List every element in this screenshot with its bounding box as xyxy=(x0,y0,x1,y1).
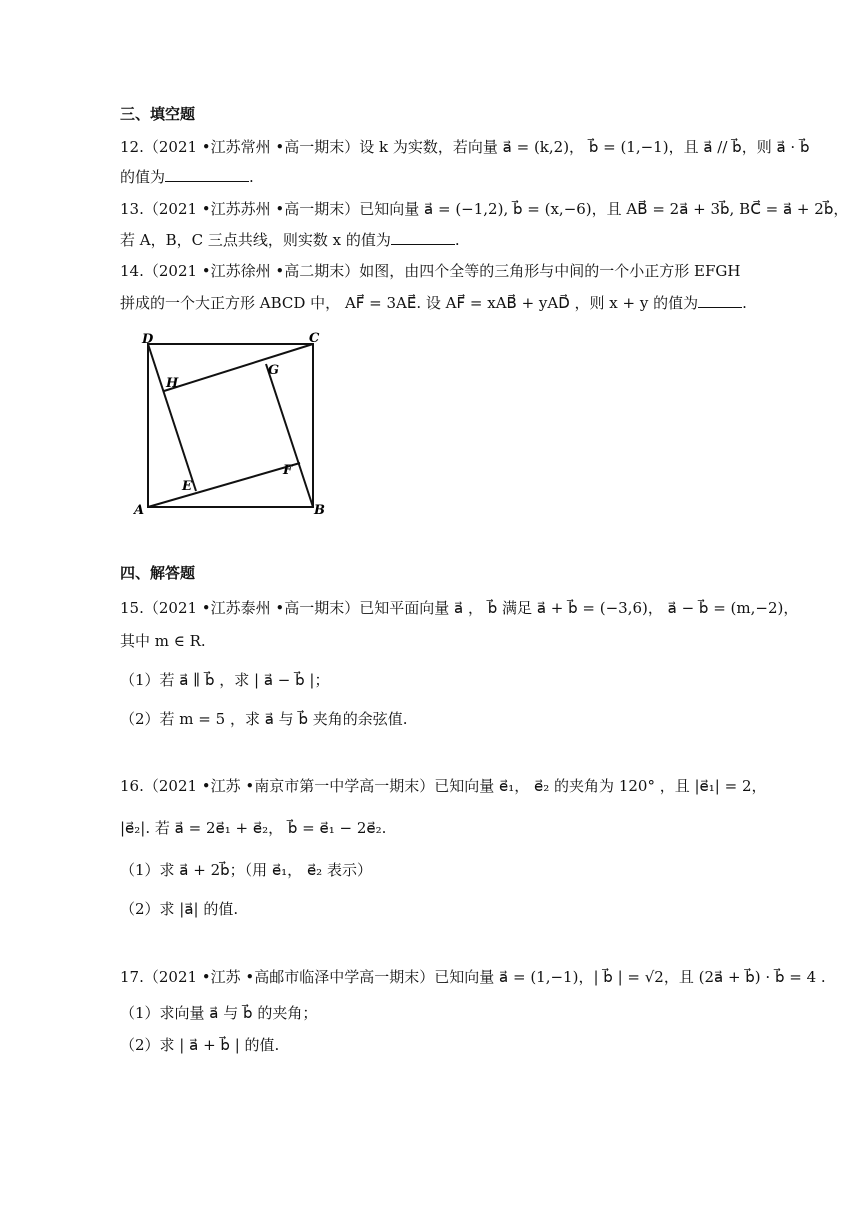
question-16-line-1: 16.（2021 •江苏 •南京市第一中学高一期末）已知向量 e⃗₁， e⃗₂ 的夹角为 120° ，且 |e⃗₁| = 2， xyxy=(120,777,767,795)
label-c: C xyxy=(309,331,320,346)
question-13-period: . xyxy=(454,231,460,249)
label-b: B xyxy=(314,503,325,518)
question-17-line-1: 17.（2021 •江苏 •高邮市临泽中学高一期末）已知向量 a⃗ = (1,−1)，| b⃗ | = √2，且 (2a⃗ + b⃗) · b⃗ = 4 . xyxy=(120,968,826,986)
question-12-period: . xyxy=(249,168,254,186)
answer-blank-13[interactable] xyxy=(391,230,455,245)
question-12-line-1: 12.（2021 •江苏常州 •高一期末）设 k 为实数，若向量 a⃗ = (k,2)， b⃗ = (1,−1)，且 a⃗ // b⃗，则 a⃗ · b⃗ xyxy=(120,138,810,156)
label-d: D xyxy=(142,332,154,347)
question-14-prompt: 拼成的一个大正方形 ABCD 中， AF⃗ = 3AE⃗. 设 AF⃗ = xAB⃗ + yAD⃗ ，则 x + y 的值为 xyxy=(120,294,699,312)
label-e: E xyxy=(182,479,192,494)
label-a: A xyxy=(134,503,145,518)
answer-blank-12[interactable] xyxy=(165,167,249,182)
segment-af xyxy=(148,463,300,507)
section-heading-solve: 四、解答题 xyxy=(120,564,196,582)
question-15-line-2: 其中 m ∈ R. xyxy=(120,632,206,650)
segment-de xyxy=(148,344,196,491)
question-14-line-1: 14.（2021 •江苏徐州 •高二期末）如图，由四个全等的三角形与中间的一个小正方形 EFGH xyxy=(120,262,741,280)
question-14-period: . xyxy=(742,294,747,312)
question-14-line-2 xyxy=(120,292,747,314)
question-15-part-2: （2）若 m = 5 ，求 a⃗ 与 b⃗ 夹角的余弦值. xyxy=(120,710,408,728)
question-12-line-2 xyxy=(120,166,254,188)
question-16-part-1: （1）求 a⃗ + 2b⃗；（用 e⃗₁， e⃗₂ 表示） xyxy=(120,861,372,879)
question-15-part-1: （1）若 a⃗ ∥ b⃗ ，求 | a⃗ − b⃗ |； xyxy=(120,671,330,689)
answer-blank-14[interactable] xyxy=(698,293,742,308)
question-17-part-2: （2）求 | a⃗ + b⃗ | 的值. xyxy=(120,1036,280,1054)
segment-bg xyxy=(266,364,313,507)
question-16-line-2: |e⃗₂|. 若 a⃗ = 2e⃗₁ + e⃗₂， b⃗ = e⃗₁ − 2e⃗₂. xyxy=(120,819,387,837)
segment-ch xyxy=(164,344,313,391)
question-15-line-1: 15.（2021 •江苏泰州 •高一期末）已知平面向量 a⃗ ， b⃗ 满足 a⃗ + b⃗ = (−3,6)， a⃗ − b⃗ = (m,−2)， xyxy=(120,599,799,617)
question-13-line-1: 13.（2021 •江苏苏州 •高一期末）已知向量 a⃗ = (−1,2), b⃗ = (x,−6)，且 AB⃗ = 2a⃗ + 3b⃗, BC⃗ = a⃗ + 2b⃗， xyxy=(120,200,849,218)
label-f: F xyxy=(283,463,293,478)
section-heading-fill-in: 三、填空题 xyxy=(120,105,196,123)
question-17-part-1: （1）求向量 a⃗ 与 b⃗ 的夹角； xyxy=(120,1004,318,1022)
square-figure xyxy=(128,326,338,520)
question-13-prompt: 若 A，B，C 三点共线，则实数 x 的值为 xyxy=(120,231,391,249)
question-12-prompt: 的值为 xyxy=(120,168,166,186)
question-13-line-2 xyxy=(120,229,460,251)
label-g: G xyxy=(268,363,280,378)
question-16-part-2: （2）求 |a⃗| 的值. xyxy=(120,900,239,918)
label-h: H xyxy=(166,376,179,391)
